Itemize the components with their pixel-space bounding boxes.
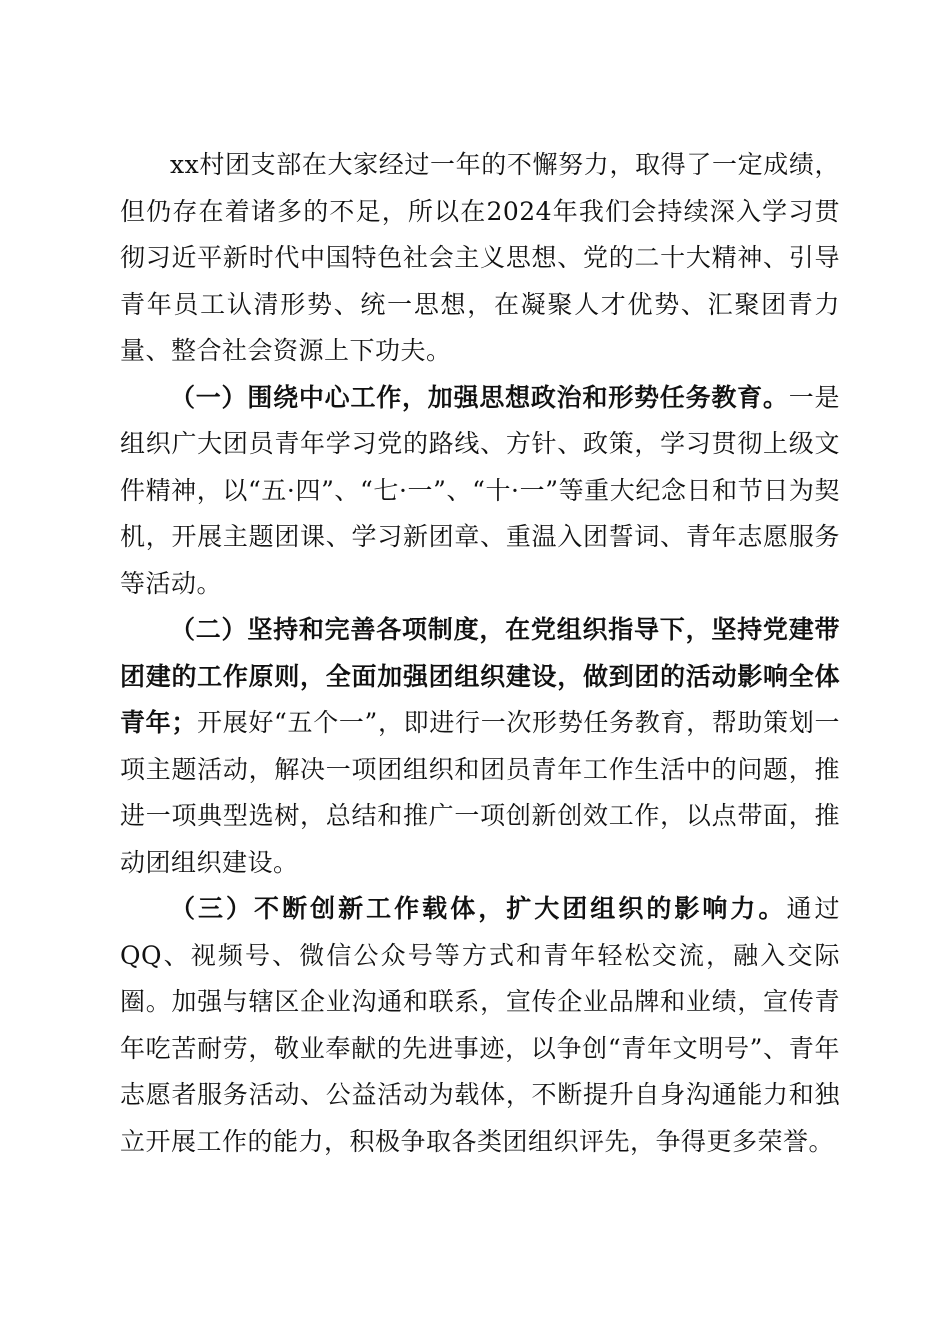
paragraph-intro	[120, 142, 840, 375]
section-2-heading: （二）坚持和完善各项制度，在党组织指导下，坚持党建带团建的工作原则，全面加强团组织建设，做到团的活动影响全体青年；	[120, 615, 840, 737]
section-3-body: 通过QQ、视频号、微信公众号等方式和青年轻松交流，融入交际圈。加强与辖区企业沟通和联系，宣传企业品牌和业绩，宣传青年吃苦耐劳，敬业奉献的先进事迹，以争创“青年文明号”、青年志愿者服务活动、公益活动为载体，不断提升自身沟通能力和独立开展工作的能力，积极争取各类团组织评先，争得更多荣誉。	[120, 894, 840, 1156]
section-2-body: 开展好“五个一”，即进行一次形势任务教育，帮助策划一项主题活动，解决一项团组织和团员青年工作生活中的问题，推进一项典型选树，总结和推广一项创新创效工作，以点带面，推动团组织建设。	[120, 708, 840, 877]
paragraph-section-1	[120, 375, 840, 608]
section-3-heading: （三）不断创新工作载体，扩大团组织的影响力。	[170, 894, 787, 923]
paragraph-intro-body: xx村团支部在大家经过一年的不懈努力，取得了一定成绩，但仍存在着诸多的不足，所以在2024年我们会持续深入学习贯彻习近平新时代中国特色社会主义思想、党的二十大精神、引导青年员工认清形势、统一思想，在凝聚人才优势、汇聚团青力量、整合社会资源上下功夫。	[120, 150, 840, 365]
section-1-heading: （一）围绕中心工作，加强思想政治和形势任务教育。	[170, 382, 789, 412]
paragraph-section-3	[120, 886, 840, 1165]
section-1-body: 一是组织广大团员青年学习党的路线、方针、政策，学习贯彻上级文件精神，以“五·四”、“七·一”、“十·一”等重大纪念日和节日为契机，开展主题团课、学习新团章、重温入团誓词、青年志愿服务等活动。	[120, 382, 840, 598]
paragraph-section-2	[120, 607, 840, 886]
document-page	[120, 142, 840, 1165]
